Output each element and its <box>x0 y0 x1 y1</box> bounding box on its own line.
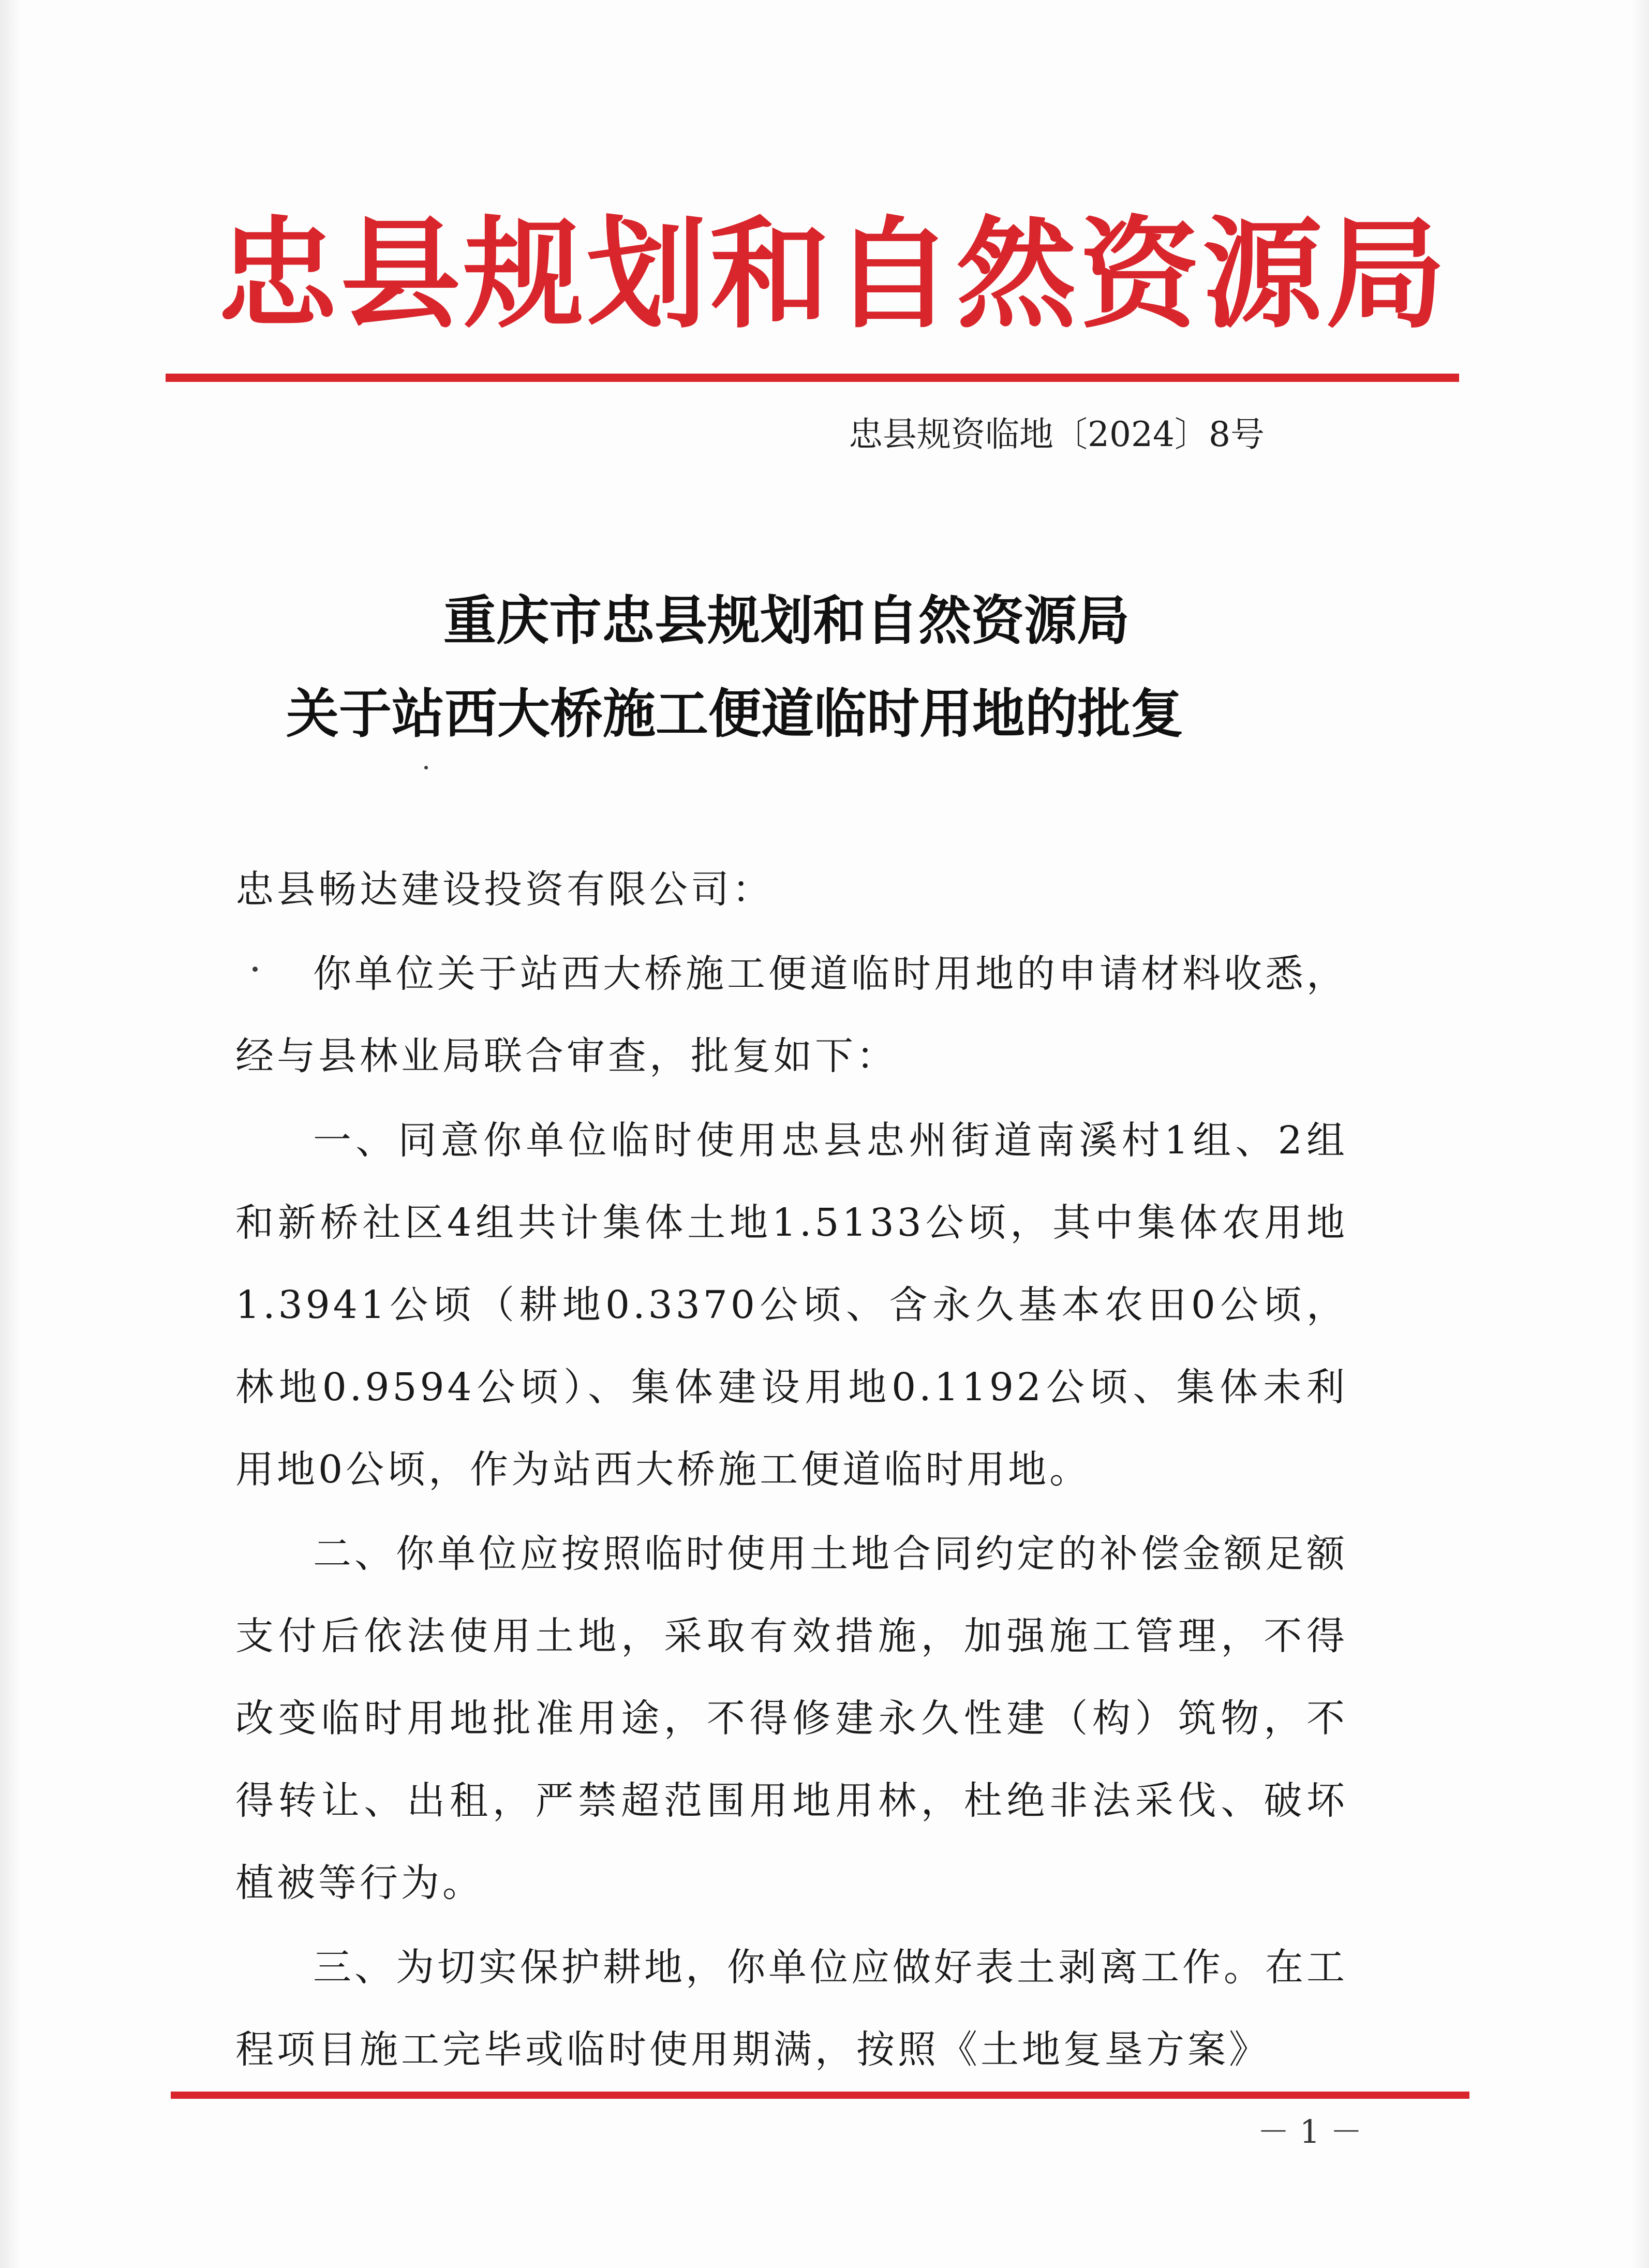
scan-speck <box>252 967 258 972</box>
document-number: 忠县规资临地〔2024〕8号 <box>849 414 1265 454</box>
scan-edge-right <box>1630 0 1649 2268</box>
page-number: － 1 － <box>1257 2113 1362 2151</box>
recipient-line: 忠县畅达建设投资有限公司： <box>235 867 774 912</box>
paragraph-item-1: 一、同意你单位临时使用忠县忠州街道南溪村1组、2组和新桥社区4组共计集体土地1.5133公顷，其中集体农用地1.3941公顷（耕地0.3370公顷、含永久基本农田0公顷，林地0.9594公顷）、集体建设用地0.1192公顷、集体未利用地0公顷，作为站西大桥施工便道临时用地。 <box>235 1118 1348 1492</box>
paragraph-intro: 你单位关于站西大桥施工便道临时用地的申请材料收悉，经与县林业局联合审查，批复如下： <box>235 952 1348 1078</box>
scan-edge-left <box>0 0 21 2268</box>
document-title-line-1: 重庆市忠县规划和自然资源局 <box>443 590 1130 652</box>
paragraph-item-3: 三、为切实保护耕地，你单位应做好表土剥离工作。在工程项目施工完毕或临时使用期满，按照《土地复垦方案》 <box>235 1945 1348 2072</box>
paragraph-item-2: 二、你单位应按照临时使用土地合同约定的补偿金额足额支付后依法使用土地，采取有效措施，加强施工管理，不得改变临时用地批准用途，不得修建永久性建（构）筑物，不得转让、出租，严禁超范围用地用林，杜绝非法采伐、破坏植被等行为。 <box>235 1532 1348 1905</box>
letterhead-red-rule <box>166 374 1459 382</box>
document-title-line-2: 关于站西大桥施工便道临时用地的批复 <box>286 683 1183 745</box>
footer-red-rule <box>171 2092 1469 2099</box>
scan-speck <box>424 766 428 769</box>
letterhead-org-name: 忠县规划和自然资源局 <box>217 203 1449 345</box>
document-body <box>235 849 1348 2091</box>
